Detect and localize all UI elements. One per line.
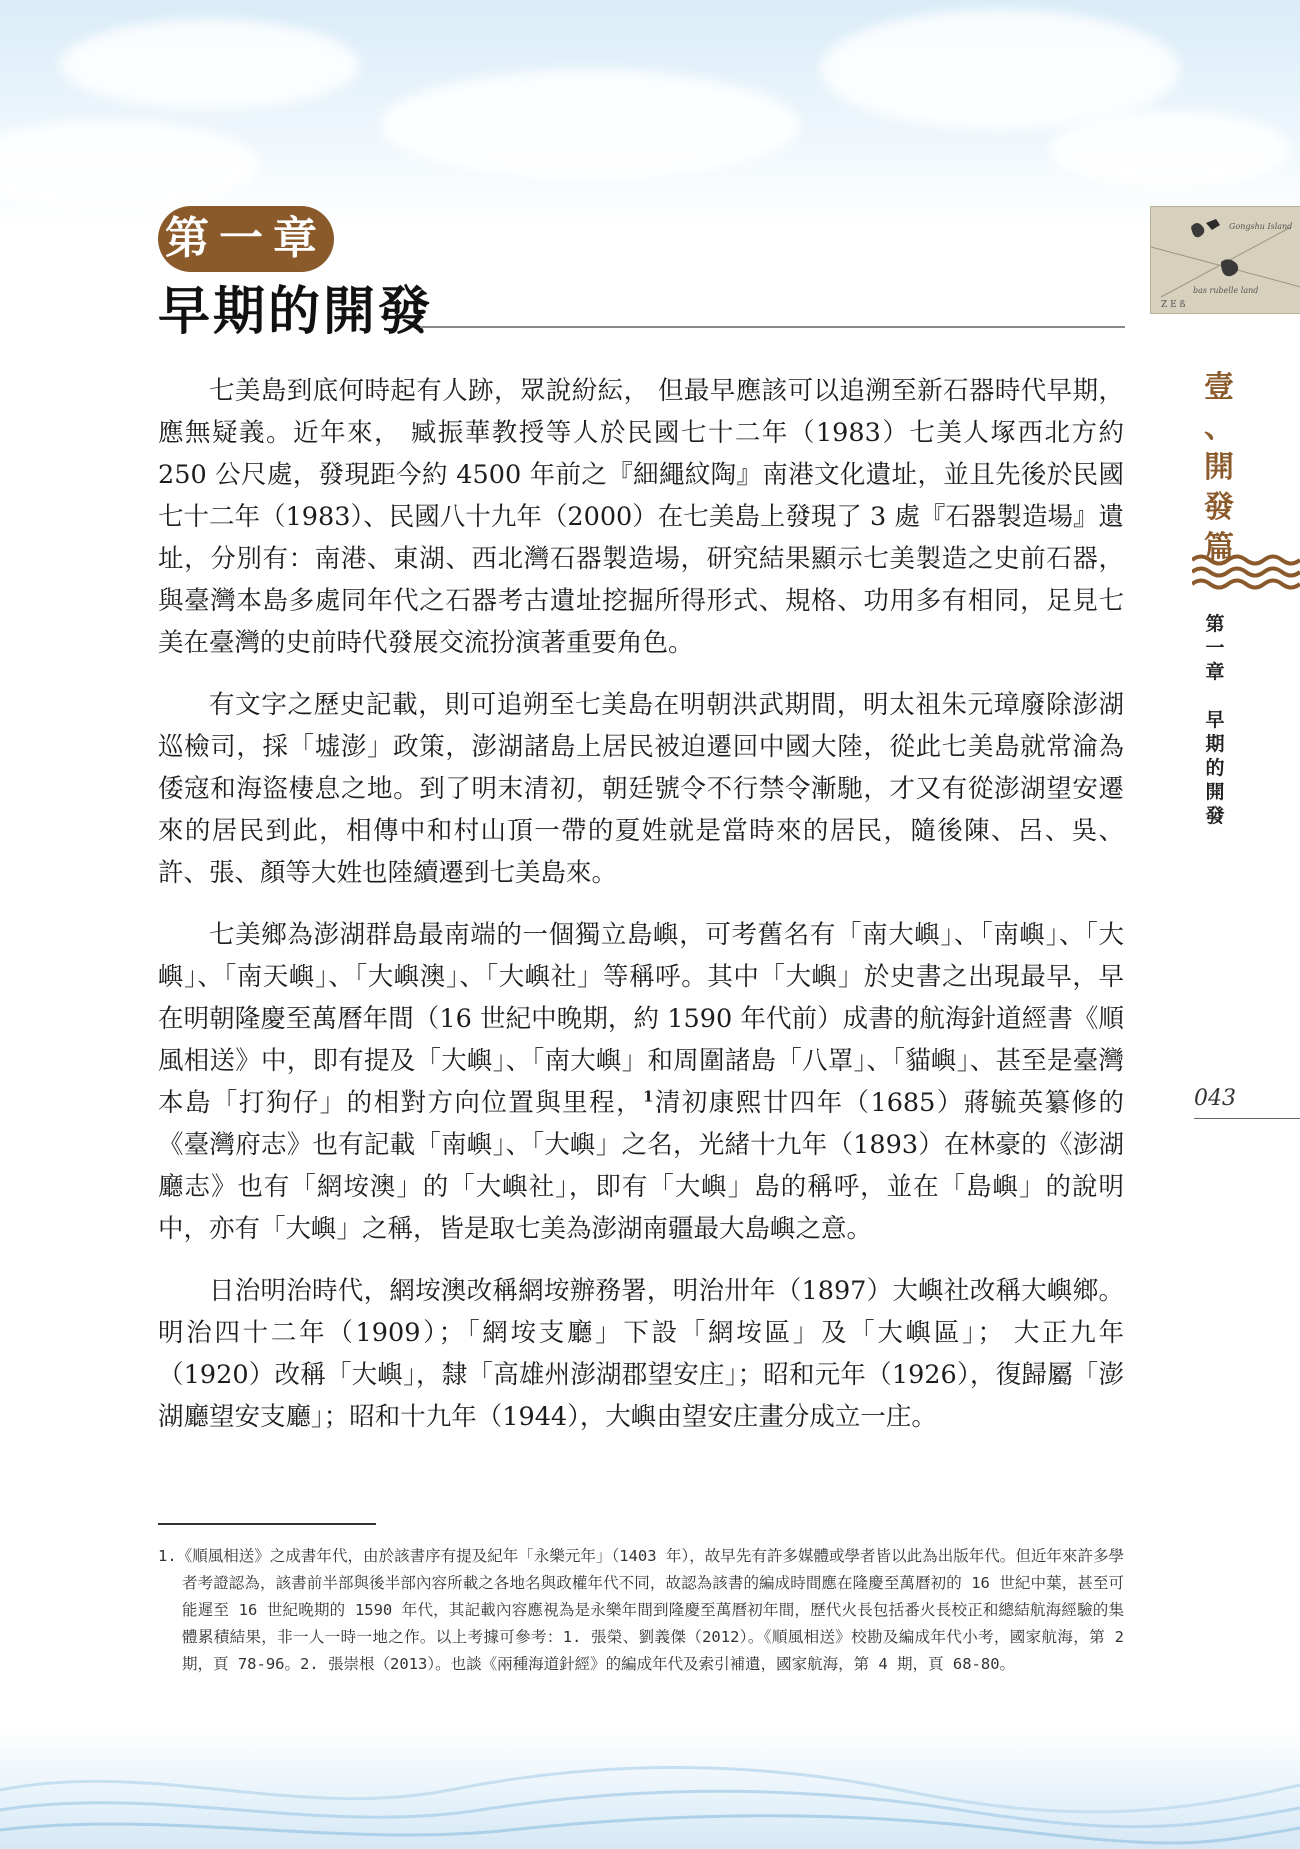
old-map-thumbnail [1150,206,1300,314]
svg-text:Gongshu Island: Gongshu Island [1229,222,1293,231]
wave-ornament-icon [1192,552,1300,592]
footnote: 1.《順風相送》之成書年代，由於該書序有提及紀年「永樂元年」（1403 年），故早先有許多媒體或學者皆以此為出版年代。但近年來許多學者考證認為，該書前半部與後半部內容所載之各地名與政權年代不同，故認為該書的編成時間應在隆慶至萬曆初的 16 世紀中葉，甚至可能遲至 16 世紀晚期的 1590 年代，其記載內容應視為是永樂年間到隆慶至萬曆初年間，歷代火長包括番火長校正和總結航海經驗的集體累積結果，非一人一時一地之作。以上考據可參考：1. 張榮、劉義傑（2012）。《順風相送》校勘及編成年代小考，國家航海，第 2 期，頁 78-96。2. 張崇根（2013）。也談《兩種海道針經》的編成年代及索引補遺，國家航海，第 4 期，頁 68-80。 [158,1547,1124,1673]
svg-text:bas rubelle land: bas rubelle land [1193,286,1259,295]
part-title-vertical: 壹 、 開 發 篇 [1204,370,1234,565]
footnote-reference[interactable]: 1 [643,1087,654,1106]
paragraph-1: 七美島到底何時起有人跡，眾說紛紜， 但最早應該可以追溯至新石器時代早期，應無疑義。近年來， 臧振華教授等人於民國七十二年（1983）七美人塚西北方約 250 公尺處，發現距今約 4500 年前之『細繩紋陶』南港文化遺址，並且先後於民國七十二年（1983）、民國八十九年（2000）在七美島上發現了 3 處『石器製造場』遺址，分別有：南港、東湖、西北灣石器製造場，研究結果顯示七美製造之史前石器，與臺灣本島多處同年代之石器考古遺址挖掘所得形式、規格、功用多有相同，足見七美在臺灣的史前時代發展交流扮演著重要角色。 [158,376,1124,658]
paragraph-4: 日治明治時代，網垵澳改稱網垵辦務署，明治卅年（1897）大嶼社改稱大嶼鄉。明治四十二年（1909）；「網垵支廳」下設「網垵區」及「大嶼區」； 大正九年（1920）改稱「大嶼」，隸「高雄州澎湖郡望安庄」；昭和元年（1926），復歸屬「澎湖廳望安支廳」；昭和十九年（1944），大嶼由望安庄畫分成立一庄。 [158,1276,1124,1432]
page-number-rule [1194,1118,1300,1119]
chapter-title: 早期的開發 [158,281,434,342]
footnote-divider [158,1523,376,1525]
page-number: 043 [1194,1086,1236,1111]
svg-text:Z E ß: Z E ß [1161,300,1186,310]
article-body [158,370,1124,1458]
title-divider [420,326,1125,328]
chapter-badge: 第一章 [158,206,334,272]
bottom-wave-background [0,1730,1300,1849]
paragraph-2: 有文字之歷史記載，則可追朔至七美島在明朝洪武期間，明太祖朱元璋廢除澎湖巡檢司，採「墟澎」政策，澎湖諸島上居民被迫遷回中國大陸，從此七美島就常淪為倭寇和海盜棲息之地。到了明末清初，朝廷號令不行禁令漸馳，才又有從澎湖望安遷來的居民到此，相傳中和村山頂一帶的夏姓就是當時來的居民，隨後陳、呂、吳、許、張、顏等大姓也陸續遷到七美島來。 [158,690,1124,888]
sky-header-background [0,0,1300,230]
paragraph-3: 七美鄉為澎湖群島最南端的一個獨立島嶼，可考舊名有「南大嶼」、「南嶼」、「大嶼」、「南天嶼」、「大嶼澳」、「大嶼社」等稱呼。其中「大嶼」於史書之出現最早，早在明朝隆慶至萬曆年間（16 世紀中晚期，約 1590 年代前）成書的航海針道經書《順風相送》中，即有提及「大嶼」、「南大嶼」和周圍諸島「八罩」、「貓嶼」、甚至是臺灣本島「打狗仔」的相對方向位置與里程，$^1$清初康熙廿四年（1685）蔣毓英纂修的《臺灣府志》也有記載「南嶼」、「大嶼」之名，光緒十九年（1893）在林豪的《澎湖廳志》也有「網垵澳」的「大嶼社」，即有「大嶼」島的稱呼，並在「島嶼」的說明中，亦有「大嶼」之稱，皆是取七美為澎湖南疆最大島嶼之意。 [158,920,1124,1244]
chapter-label-vertical: 第 一 章 早 期 的 開 發 [1205,613,1225,827]
